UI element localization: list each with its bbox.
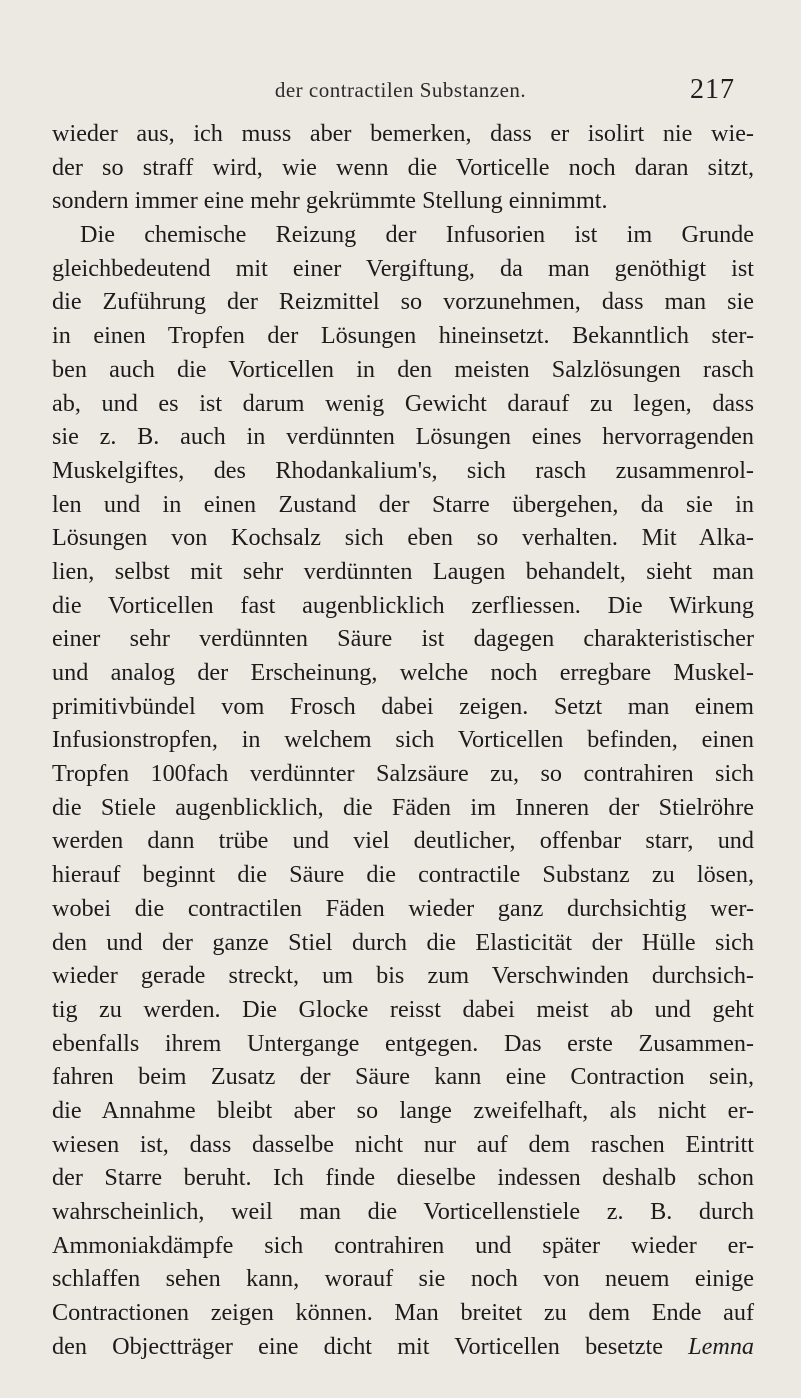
text-line: die Zuführung der Reizmittel so vorzunehmen, dass man sie <box>52 288 754 316</box>
last-line-text: den Objectträger eine dicht mit Vorticellen besetzte <box>52 1332 663 1360</box>
text-line: und analog der Erscheinung, welche noch erregbare Muskel- <box>52 659 754 686</box>
text-line: Die chemische Reizung der Infusorien ist im Grunde <box>80 221 754 249</box>
text-line: sie z. B. auch in verdünnten Lösungen eines hervorragenden <box>52 423 754 451</box>
text-line: Infusionstropfen, in welchem sich Vorticellen befinden, einen <box>52 726 754 754</box>
text-line: primitivbündel vom Frosch dabei zeigen. Setzt man einem <box>52 692 754 720</box>
text-line: wiesen ist, dass dasselbe nicht nur auf dem raschen Eintritt <box>52 1130 754 1158</box>
text-line: wieder gerade streckt, um bis zum Verschwinden durchsich- <box>52 962 754 990</box>
text-line: sondern immer eine mehr gekrümmte Stellung einnimmt. <box>52 187 608 215</box>
text-line: gleichbedeutend mit einer Vergiftung, da man genöthigt ist <box>52 254 754 282</box>
text-line: der so straff wird, wie wenn die Vorticelle noch daran sitzt, <box>52 153 754 181</box>
text-line: der Starre beruht. Ich finde dieselbe indessen deshalb schon <box>52 1164 754 1192</box>
text-line: Ammoniakdämpfe sich contrahiren und später wieder er- <box>52 1231 754 1259</box>
text-line: in einen Tropfen der Lösungen hineinsetzt. Bekanntlich ster- <box>52 322 754 350</box>
text-line: Tropfen 100fach verdünnter Salzsäure zu, so contrahiren sich <box>52 760 754 788</box>
text-line: schlaffen sehen kann, worauf sie noch von neuem einige <box>52 1265 754 1293</box>
text-line: wieder aus, ich muss aber bemerken, dass er isolirt nie wie- <box>52 120 754 147</box>
text-line: ebenfalls ihrem Untergange entgegen. Das erste Zusammen- <box>52 1029 754 1057</box>
page-number: 217 <box>690 74 735 105</box>
body-text <box>52 117 754 1363</box>
text-line: len und in einen Zustand der Starre übergehen, da sie in <box>52 490 754 518</box>
running-head <box>0 74 801 108</box>
text-line: einer sehr verdünnten Säure ist dagegen charakteristischer <box>52 625 754 653</box>
text-line: ben auch die Vorticellen in den meisten Salzlösungen rasch <box>52 355 754 383</box>
text-line: wahrscheinlich, weil man die Vorticellenstiele z. B. durch <box>52 1198 754 1225</box>
text-line: Muskelgiftes, des Rhodankalium's, sich rasch zusammenrol- <box>52 456 754 484</box>
text-line: fahren beim Zusatz der Säure kann eine Contraction sein, <box>52 1063 754 1091</box>
running-title: der contractilen Substanzen. <box>274 78 527 102</box>
text-line: werden dann trübe und viel deutlicher, offenbar starr, und <box>52 827 754 855</box>
text-line: den und der ganze Stiel durch die Elasticität der Hülle sich <box>52 928 754 956</box>
text-line: Lösungen von Kochsalz sich eben so verhalten. Mit Alka- <box>52 524 754 552</box>
text-line: tig zu werden. Die Glocke reisst dabei meist ab und geht <box>52 995 754 1023</box>
text-line: hierauf beginnt die Säure die contractile Substanz zu lösen, <box>52 861 754 889</box>
italic-word: Lemna <box>688 1332 755 1360</box>
text-line: die Annahme bleibt aber so lange zweifelhaft, als nicht er- <box>52 1096 754 1124</box>
text-line: Contractionen zeigen können. Man breitet zu dem Ende auf <box>52 1299 754 1327</box>
text-line: ab, und es ist darum wenig Gewicht darauf zu legen, dass <box>52 389 754 417</box>
text-line: die Vorticellen fast augenblicklich zerfliessen. Die Wirkung <box>52 591 754 619</box>
text-line-last <box>52 1330 754 1364</box>
text-line: lien, selbst mit sehr verdünnten Laugen behandelt, sieht man <box>52 557 754 585</box>
text-line: wobei die contractilen Fäden wieder ganz durchsichtig wer- <box>52 894 754 922</box>
text-line: die Stiele augenblicklich, die Fäden im Inneren der Stielröhre <box>52 793 754 821</box>
